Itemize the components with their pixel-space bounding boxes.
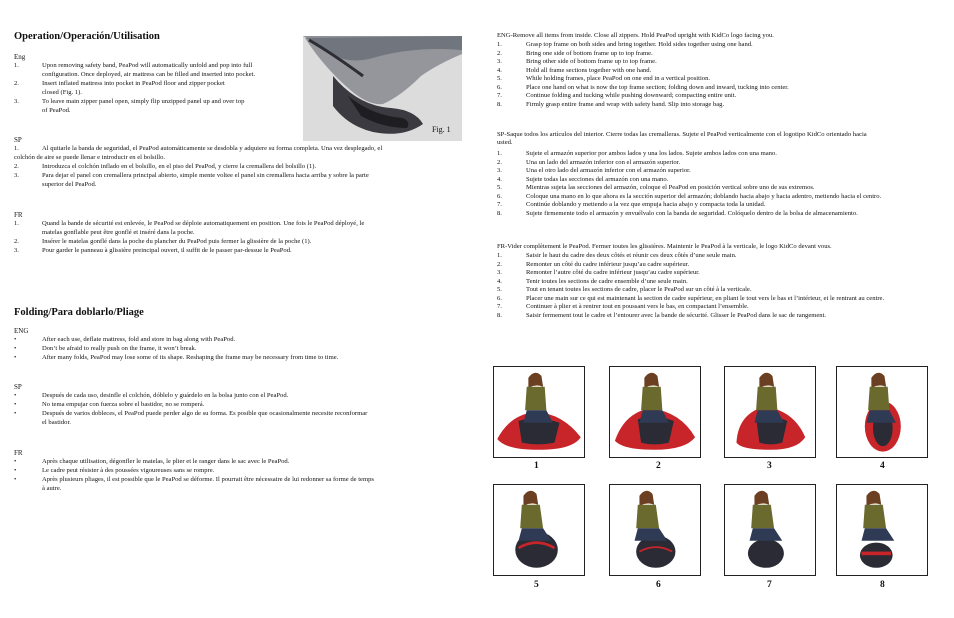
woman-folding-peapod-image <box>837 485 927 575</box>
figure-caption: Fig. 1 <box>432 125 451 134</box>
step-number: 8. <box>497 100 502 108</box>
item-number: 3. <box>14 247 19 254</box>
step-text: Continuer à plier et à rentrer tout en poussant vers le bas, en compactant l’ensemble. <box>526 303 749 310</box>
item-text: Introduzca el colchón inflado en el bolsillo, en el piso del PeaPod, y cierre la cremallera del bolsillo (1). <box>42 163 317 170</box>
step-text: Una el otro lado del armazón inferior con el armazón superior. <box>526 167 691 174</box>
item-text: Après plusieurs pliages, il est possible que le PeaPod se déforme. Il pourrait être nécessaire de lui redonner sa forme de temps <box>42 476 374 483</box>
folding-photo-6 <box>609 484 701 576</box>
photo-number-4: 4 <box>880 461 885 471</box>
step-text: Tenir toutes les sections de cadre ensemble d’une seule main. <box>526 277 688 285</box>
photo-number-7: 7 <box>767 580 772 590</box>
step-number: 7. <box>497 92 502 99</box>
item-text: Para dejar el panel con cremallera principal abierto, simple mente voltee el panel sin cremallera hacia arriba y sobre la parte <box>42 172 369 179</box>
step-number: 2. <box>497 260 502 268</box>
item-text: Después de varios dobleces, el PeaPod puede perder algo de su forma. Es posible que ocasionalmente necesite reconformar <box>42 410 368 417</box>
fold-sp-label: SP <box>14 383 22 391</box>
step-number: 3. <box>497 58 502 65</box>
bullet: • <box>14 476 17 483</box>
item-text: closed (Fig. 1). <box>42 88 82 96</box>
bullet: • <box>14 458 17 465</box>
woman-folding-peapod-image <box>725 485 815 575</box>
item-text: matelas gonflable peut être gonflé et inséré dans la poche. <box>42 228 195 236</box>
step-number: 5. <box>497 286 502 293</box>
step-number: 6. <box>497 192 502 200</box>
step-text: Remonter l’autre côté du cadre inférieur jusqu’au cadre supérieur. <box>526 269 700 276</box>
step-text: Grasp top frame on both sides and bring together. Hold sides together using one hand. <box>526 41 753 48</box>
eng-label: Eng <box>14 53 26 61</box>
step-text: Sujete firmemente todo el armazón y envuélvalo con la banda de seguridad. Colóquelo dentro de la bolsa de almacenamiento. <box>526 209 858 217</box>
step-text: Sujete el armazón superior por ambos lados y una los lados. Sujete ambos lados con una mano. <box>526 150 777 157</box>
step-text: Saisir fermement tout le cadre et l’entourer avec la bande de sécurité. Glisser le PeaPod dans le sac de rangement. <box>526 311 827 319</box>
bullet: • <box>14 354 17 361</box>
step-number: 5. <box>497 75 502 82</box>
folding-heading: Folding/Para doblarlo/Pliage <box>14 307 144 318</box>
folding-photo-8 <box>836 484 928 576</box>
item-text: Insert inflated mattress into pocket in PeaPod floor and zipper pocket <box>42 80 225 87</box>
step-number: 4. <box>497 66 502 74</box>
operation-heading: Operation/Operación/Utilisation <box>14 31 160 42</box>
step-text: Placer une main sur ce qui est maintenant la section de cadre supérieur, en pliant le tout vers le bas et l’intérieur, et le rentrant au centre. <box>526 294 885 302</box>
photo-number-5: 5 <box>534 580 539 590</box>
item-number: 2. <box>14 80 19 87</box>
item-text: colchón de aire se puede llenar e introducir en el bolsillo. <box>14 153 166 161</box>
item-text: superior del PeaPod. <box>42 180 97 188</box>
woman-folding-peapod-image <box>725 367 815 457</box>
step-number: 4. <box>497 277 502 285</box>
item-text: After many folds, PeaPod may lose some of its shape. Reshaping the frame may be necessary from time to time. <box>42 354 339 361</box>
step-number: 1. <box>497 150 502 157</box>
photo-number-1: 1 <box>534 461 539 471</box>
folding-photo-4 <box>836 366 928 458</box>
item-text: Quand la bande de sécurité est enlevée, le PeaPod se déploie automatiquement en position. Une fois le PeaPod déployé, le <box>42 220 365 227</box>
item-text: Pour garder le panneau à glissière preincipal ouvert, il suffit de le passer par-dessue le PeaPod. <box>42 247 292 254</box>
step-number: 5. <box>497 184 502 191</box>
fold-eng-label: ENG <box>14 327 29 335</box>
step-text: Remonter un côté du cadre inférieur jusqu’au cadre supérieur. <box>526 260 690 268</box>
step-number: 6. <box>497 83 502 91</box>
item-number: 3. <box>14 172 19 179</box>
step-number: 3. <box>497 167 502 174</box>
photo-number-2: 2 <box>656 461 661 471</box>
item-text: Don’t be afraid to really push on the frame, it won’t break. <box>42 345 197 352</box>
item-text: Después de cada uso, desinfle el colchón, dóblelo y guárdelo en la bolsa junto con el PeaPod. <box>42 392 289 399</box>
bullet: • <box>14 336 17 343</box>
photo-number-3: 3 <box>767 461 772 471</box>
item-number: 1. <box>14 145 19 152</box>
item-text: Le cadre peut résister à des poussées vigoureuses sans se rompre. <box>42 467 215 474</box>
step-number: 7. <box>497 303 502 310</box>
item-number: 2. <box>14 163 19 170</box>
photo-number-8: 8 <box>880 580 885 590</box>
item-text: Après chaque utilisation, dégonfler le matelas, le plier et le ranger dans le sac avec le PeaPod. <box>42 458 290 465</box>
folding-photo-1 <box>493 366 585 458</box>
item-number: 1. <box>14 62 19 69</box>
fr-intro: FR-Vider complètement le PeaPod. Fermer toutes les glissières. Maintenir le PeaPod à la verticale, le logo KidCo devant vous. <box>497 243 832 250</box>
step-number: 8. <box>497 209 502 217</box>
item-text: configuration. Once deployed, air mattress can be filled and inserted into pocket. <box>42 70 256 78</box>
step-text: Tout en tenant toutes les sections de cadre, placer le PeaPod sur un côté à la verticale. <box>526 286 752 293</box>
step-number: 8. <box>497 311 502 319</box>
item-number: 2. <box>14 238 19 245</box>
bullet: • <box>14 345 17 352</box>
sp-intro-line-2: usted. <box>497 139 513 146</box>
item-text: Upon removing safety band, PeaPod will automatically unfold and pop into full <box>42 62 253 69</box>
item-number: 1. <box>14 220 19 227</box>
step-text: Place one hand on what is now the top frame section; folding down and inward, tucking into center. <box>526 83 789 91</box>
bullet: • <box>14 401 17 408</box>
bullet: • <box>14 392 17 399</box>
folding-photo-2 <box>609 366 701 458</box>
folding-photo-5 <box>493 484 585 576</box>
woman-folding-peapod-image <box>610 367 700 457</box>
item-text: à autre. <box>42 484 62 492</box>
step-text: While holding frames, place PeaPod on one end in a vertical position. <box>526 75 711 82</box>
folding-photo-7 <box>724 484 816 576</box>
item-text: el bastidor. <box>42 418 71 426</box>
woman-folding-peapod-image <box>494 367 584 457</box>
eng-intro: ENG-Remove all items from inside. Close all zippers. Hold PeaPod upright with KidCo logo facing you. <box>497 32 774 39</box>
bullet: • <box>14 467 17 474</box>
woman-folding-peapod-image <box>610 485 700 575</box>
fold-fr-label: FR <box>14 449 23 457</box>
step-text: Continúe doblando y metiendo a la vez que empuja hacia abajo y compacta toda la unidad. <box>526 201 766 208</box>
step-text: Hold all frame sections together with one hand. <box>526 66 652 74</box>
item-text: Insérer le matelas gonflé dans la poche du plancher du PeaPod puis fermer la glissière de la poche (1). <box>42 238 312 245</box>
item-text: of PeaPod. <box>42 106 71 114</box>
step-text: Firmly grasp entire frame and wrap with safety band. Slip into storage bag. <box>526 100 725 108</box>
step-text: Continue folding and tucking while pushing downward; compacting entire unit. <box>526 92 737 99</box>
step-number: 2. <box>497 49 502 57</box>
folding-photo-3 <box>724 366 816 458</box>
fr-label: FR <box>14 211 23 219</box>
step-number: 1. <box>497 252 502 259</box>
step-text: Sujete todas las secciones del armazón con una mano. <box>526 175 669 183</box>
sp-label: SP <box>14 136 22 144</box>
item-text: No tema empujar con fuerza sobre el bastidor, no se romperá. <box>42 401 205 408</box>
step-text: Saisir le haut du cadre des deux côtés et réunir ces deux côtés d’une seule main. <box>526 252 737 259</box>
step-text: Bring one side of bottom frame up to top frame. <box>526 49 653 57</box>
woman-folding-peapod-image <box>494 485 584 575</box>
sp-intro-line-1: SP-Saque todos los artículos del interior. Cierre todas las cremalleras. Sujete el PeaPod verticalmente con el logotipo KidCo orientado hacia <box>497 131 867 138</box>
step-number: 2. <box>497 158 502 166</box>
item-text: After each use, deflate mattress, fold and store in bag along with PeaPod. <box>42 336 236 343</box>
step-number: 1. <box>497 41 502 48</box>
item-number: 3. <box>14 98 19 105</box>
step-text: Bring other side of bottom frame up to top frame. <box>526 58 657 65</box>
step-number: 4. <box>497 175 502 183</box>
item-text: To leave main zipper panel open, simply flip unzipped panel up and over top <box>42 98 245 105</box>
step-number: 6. <box>497 294 502 302</box>
step-number: 7. <box>497 201 502 208</box>
step-text: Coloque una mano en lo que ahora es la sección superior del armazón; doblando hacia abajo y hacia adentro, metiendo hacia el centro. <box>526 192 882 200</box>
bullet: • <box>14 410 17 417</box>
photo-number-6: 6 <box>656 580 661 590</box>
step-text: Mientras sujeta las secciones del armazón, coloque el PeaPod en posición vertical sobre uno de sus extremos. <box>526 184 815 191</box>
item-text: Al quitarle la banda de seguridad, el PeaPod automáticamente se desdobla y adquiere su forma completa. Una vez desplegado, el <box>42 145 383 152</box>
woman-folding-peapod-image <box>837 367 927 457</box>
step-text: Una un lado del armazón inferior con el armazón superior. <box>526 158 681 166</box>
step-number: 3. <box>497 269 502 276</box>
